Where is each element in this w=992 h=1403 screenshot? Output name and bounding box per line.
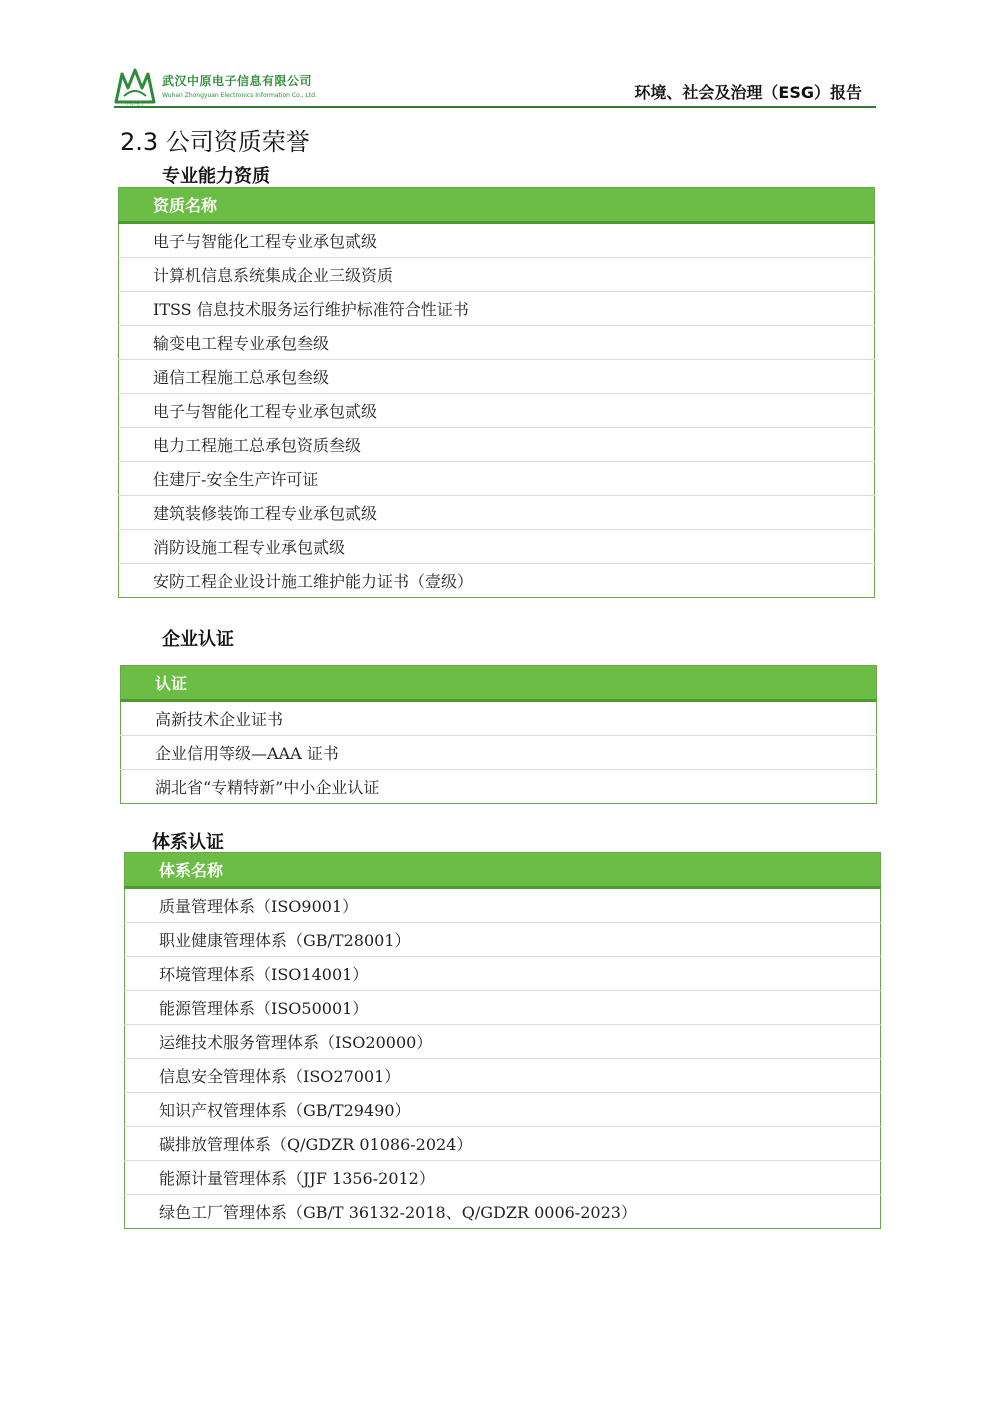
table-row — [125, 957, 881, 991]
table-row — [119, 258, 875, 292]
table-cell: 能源管理体系（ISO50001） — [125, 991, 881, 1025]
table-cell: 湖北省“专精特新”中小企业认证 — [155, 778, 380, 797]
report-title: 环境、社会及治理（ESG）报告 — [634, 83, 862, 102]
system-table — [124, 852, 881, 1229]
company-logo-icon — [114, 66, 156, 106]
table-row — [125, 1059, 881, 1093]
table-row — [121, 770, 877, 804]
table-cell: 质量管理体系（ISO9001） — [125, 888, 881, 923]
table-row — [119, 292, 875, 326]
table-header: 资质名称 — [119, 188, 875, 223]
professional-heading: 专业能力资质 — [162, 166, 270, 187]
table-row — [125, 923, 881, 957]
table-row — [125, 1195, 881, 1229]
professional-table — [118, 187, 875, 598]
enterprise-heading: 企业认证 — [162, 629, 234, 650]
table-cell: 建筑装修装饰工程专业承包贰级 — [119, 496, 875, 530]
table-header: 认证 — [121, 666, 877, 701]
table-cell: 电子与智能化工程专业承包贰级 — [119, 394, 875, 428]
table-cell: 输变电工程专业承包叁级 — [119, 326, 875, 360]
table-header: 体系名称 — [125, 853, 881, 888]
table-row — [121, 736, 877, 770]
enterprise-table — [120, 665, 877, 804]
logo-caption: 中原电子 — [124, 101, 146, 106]
table-cell: 高新技术企业证书 — [121, 701, 877, 736]
table-row — [119, 360, 875, 394]
company-name-cn: 武汉中原电子信息有限公司 — [162, 74, 313, 88]
table-cell: 通信工程施工总承包叁级 — [119, 360, 875, 394]
table-cell: 安防工程企业设计施工维护能力证书（壹级） — [153, 572, 474, 591]
table-cell: 能源计量管理体系（JJF 1356-2012） — [125, 1161, 881, 1195]
table-cell: 运维技术服务管理体系（ISO20000） — [125, 1025, 881, 1059]
page-header — [114, 66, 876, 108]
table-row — [119, 394, 875, 428]
table-row — [125, 1161, 881, 1195]
table-row — [119, 223, 875, 258]
table-cell: 信息安全管理体系（ISO27001） — [125, 1059, 881, 1093]
table-cell: 计算机信息系统集成企业三级资质 — [119, 258, 875, 292]
table-cell: 企业信用等级—AAA 证书 — [121, 736, 877, 770]
table-row — [119, 496, 875, 530]
table-row — [125, 1127, 881, 1161]
table-row — [125, 1025, 881, 1059]
table-row — [121, 701, 877, 736]
table-cell: 职业健康管理体系（GB/T28001） — [125, 923, 881, 957]
section-title: 2.3 公司资质荣誉 — [120, 128, 310, 156]
table-row — [125, 1093, 881, 1127]
table-row — [119, 462, 875, 496]
table-row — [119, 326, 875, 360]
table-row — [125, 888, 881, 923]
table-cell: 电力工程施工总承包资质叁级 — [119, 428, 875, 462]
table-cell: 住建厅-安全生产许可证 — [119, 462, 875, 496]
table-row — [119, 428, 875, 462]
table-cell: 电子与智能化工程专业承包贰级 — [119, 223, 875, 258]
table-cell: 绿色工厂管理体系（GB/T 36132-2018、Q/GDZR 0006-2023） — [159, 1203, 637, 1222]
system-heading: 体系认证 — [152, 832, 224, 853]
company-name-en: Wuhan Zhongyuan Electronics Information Co., Ltd. — [162, 92, 317, 99]
table-cell: 知识产权管理体系（GB/T29490） — [125, 1093, 881, 1127]
table-row — [119, 564, 875, 598]
table-row — [125, 991, 881, 1025]
table-cell: 环境管理体系（ISO14001） — [125, 957, 881, 991]
table-cell: ITSS 信息技术服务运行维护标准符合性证书 — [119, 292, 875, 326]
table-cell: 消防设施工程专业承包贰级 — [119, 530, 875, 564]
table-row — [119, 530, 875, 564]
table-cell: 碳排放管理体系（Q/GDZR 01086-2024） — [125, 1127, 881, 1161]
